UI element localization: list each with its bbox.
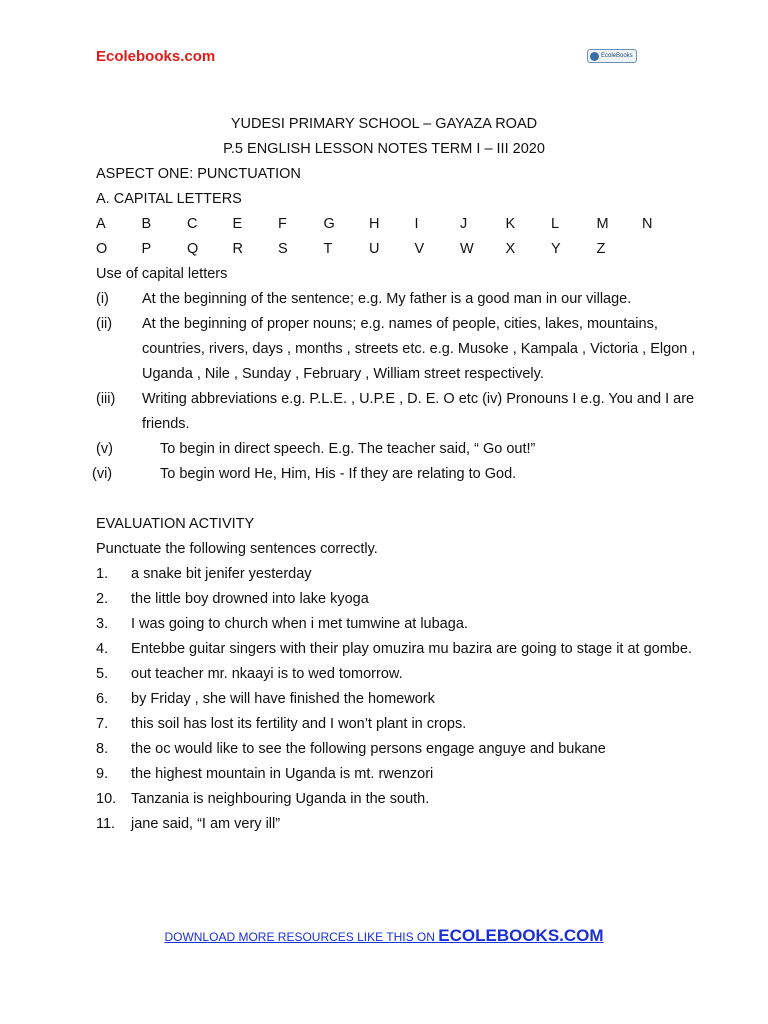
question-text: the little boy drowned into lake kyoga [131, 591, 369, 607]
alphabet-letter: W [460, 241, 474, 257]
ecolebooks-logo [587, 49, 637, 63]
questions-list [96, 562, 706, 837]
use-item-number: (iii) [96, 391, 116, 407]
question-number: 10. [96, 791, 117, 807]
question-number: 7. [96, 716, 109, 732]
question-item [96, 637, 706, 662]
question-number: 6. [96, 691, 109, 707]
question-number: 2. [96, 591, 109, 607]
alphabet-letter: S [278, 241, 288, 257]
evaluation-heading: EVALUATION ACTIVITY [96, 516, 255, 532]
question-number: 11. [96, 816, 116, 832]
alphabet-letter: C [187, 216, 198, 232]
question-item [96, 562, 706, 587]
question-text: out teacher mr. nkaayi is to wed tomorrow. [131, 666, 403, 682]
question-text: a snake bit jenifer yesterday [131, 566, 312, 582]
alphabet-letter: L [551, 216, 560, 232]
alphabet-letter: A [96, 216, 106, 232]
question-item [96, 587, 706, 612]
spacer [96, 487, 706, 512]
question-item [96, 612, 706, 637]
question-item [96, 737, 706, 762]
alphabet-letter: Q [187, 241, 199, 257]
notes-subtitle: P.5 ENGLISH LESSON NOTES TERM I – III 2020 [223, 141, 545, 157]
use-item-text: To begin word He, Him, His - If they are relating to God. [160, 466, 517, 482]
alphabet-letter: O [96, 241, 108, 257]
question-text: the highest mountain in Uganda is mt. rwenzori [131, 766, 434, 782]
use-item [96, 287, 706, 312]
site-link[interactable]: Ecolebooks.com [96, 48, 216, 65]
uses-list [92, 287, 706, 487]
footer-prefix: DOWNLOAD MORE RESOURCES LIKE THIS ON [164, 930, 439, 944]
alphabet-letter: N [642, 216, 653, 232]
alphabet-letter: H [369, 216, 380, 232]
uses-heading: Use of capital letters [96, 266, 228, 282]
school-title: YUDESI PRIMARY SCHOOL – GAYAZA ROAD [230, 116, 538, 132]
use-item [96, 437, 706, 462]
alphabet-letter: J [460, 216, 468, 232]
use-item [96, 312, 706, 387]
aspect-heading: ASPECT ONE: PUNCTUATION [96, 166, 301, 182]
use-item [96, 387, 706, 437]
use-item-text: Writing abbreviations e.g. P.L.E. , U.P.E , D. E. O etc (iv) Pronouns I e.g. You and I are friends. [142, 391, 695, 432]
question-text: this soil has lost its fertility and I won’t plant in crops. [131, 716, 467, 732]
footer [0, 926, 768, 946]
alphabet-row-1 [96, 212, 706, 237]
alphabet-letter: T [323, 241, 333, 257]
alphabet-letter: Y [551, 241, 561, 257]
use-item-number: (vi) [92, 466, 113, 482]
evaluation-instruction: Punctuate the following sentences correctly. [96, 541, 378, 557]
question-item [96, 687, 706, 712]
use-item-number: (i) [96, 291, 109, 307]
question-item [96, 812, 706, 837]
alphabet-letter: I [414, 216, 419, 232]
use-item-text: To begin in direct speech. E.g. The teacher said, “ Go out!” [160, 441, 536, 457]
use-item-number: (v) [96, 441, 113, 457]
question-number: 9. [96, 766, 109, 782]
alphabet-letter: G [323, 216, 335, 232]
alphabet-letter: U [369, 241, 380, 257]
use-item-number: (ii) [96, 316, 113, 332]
question-item [96, 762, 706, 787]
question-number: 4. [96, 641, 109, 657]
alphabet-letter: P [141, 241, 152, 257]
question-text: Entebbe guitar singers with their play omuzira mu bazira are going to stage it at gombe. [131, 641, 692, 657]
logo-emblem-icon [590, 52, 599, 61]
alphabet-letter: E [232, 216, 243, 232]
question-text: I was going to church when i met tumwine at lubaga. [131, 616, 468, 632]
question-number: 3. [96, 616, 109, 632]
question-number: 5. [96, 666, 109, 682]
question-number: 1. [96, 566, 109, 582]
question-text: the oc would like to see the following persons engage anguye and bukane [131, 741, 606, 757]
question-item [96, 712, 706, 737]
footer-brand: ECOLEBOOKS.COM [438, 926, 604, 945]
question-item [96, 662, 706, 687]
question-text: by Friday , she will have finished the homework [131, 691, 435, 707]
alphabet-letter: B [141, 216, 152, 232]
question-text: jane said, “I am very ill” [131, 816, 281, 832]
question-text: Tanzania is neighbouring Uganda in the south. [131, 791, 430, 807]
use-item-text: At the beginning of proper nouns; e.g. names of people, cities, lakes, mountains, countries, rivers, days , months , streets etc. e.g. Musoke , Kampala , Victoria , Elgon , Uganda , Nile , Sunday , February , William street respectively. [142, 316, 696, 382]
use-item [92, 462, 706, 487]
alphabet-letter: M [596, 216, 609, 232]
section-heading: A. CAPITAL LETTERS [96, 191, 242, 207]
use-item-text: At the beginning of the sentence; e.g. My father is a good man in our village. [142, 291, 632, 307]
question-number: 8. [96, 741, 109, 757]
footer-download-link[interactable] [164, 928, 603, 945]
alphabet-letter: X [505, 241, 516, 257]
lesson-notes [92, 112, 706, 837]
logo-text: EcoleBooks [601, 53, 633, 59]
alphabet-letter: Z [596, 241, 606, 257]
alphabet-letter: R [232, 241, 243, 257]
alphabet-row-2 [96, 237, 706, 262]
question-item [96, 787, 706, 812]
alphabet-letter: K [505, 216, 516, 232]
alphabet-letter: F [278, 216, 287, 232]
alphabet-letter: V [414, 241, 425, 257]
